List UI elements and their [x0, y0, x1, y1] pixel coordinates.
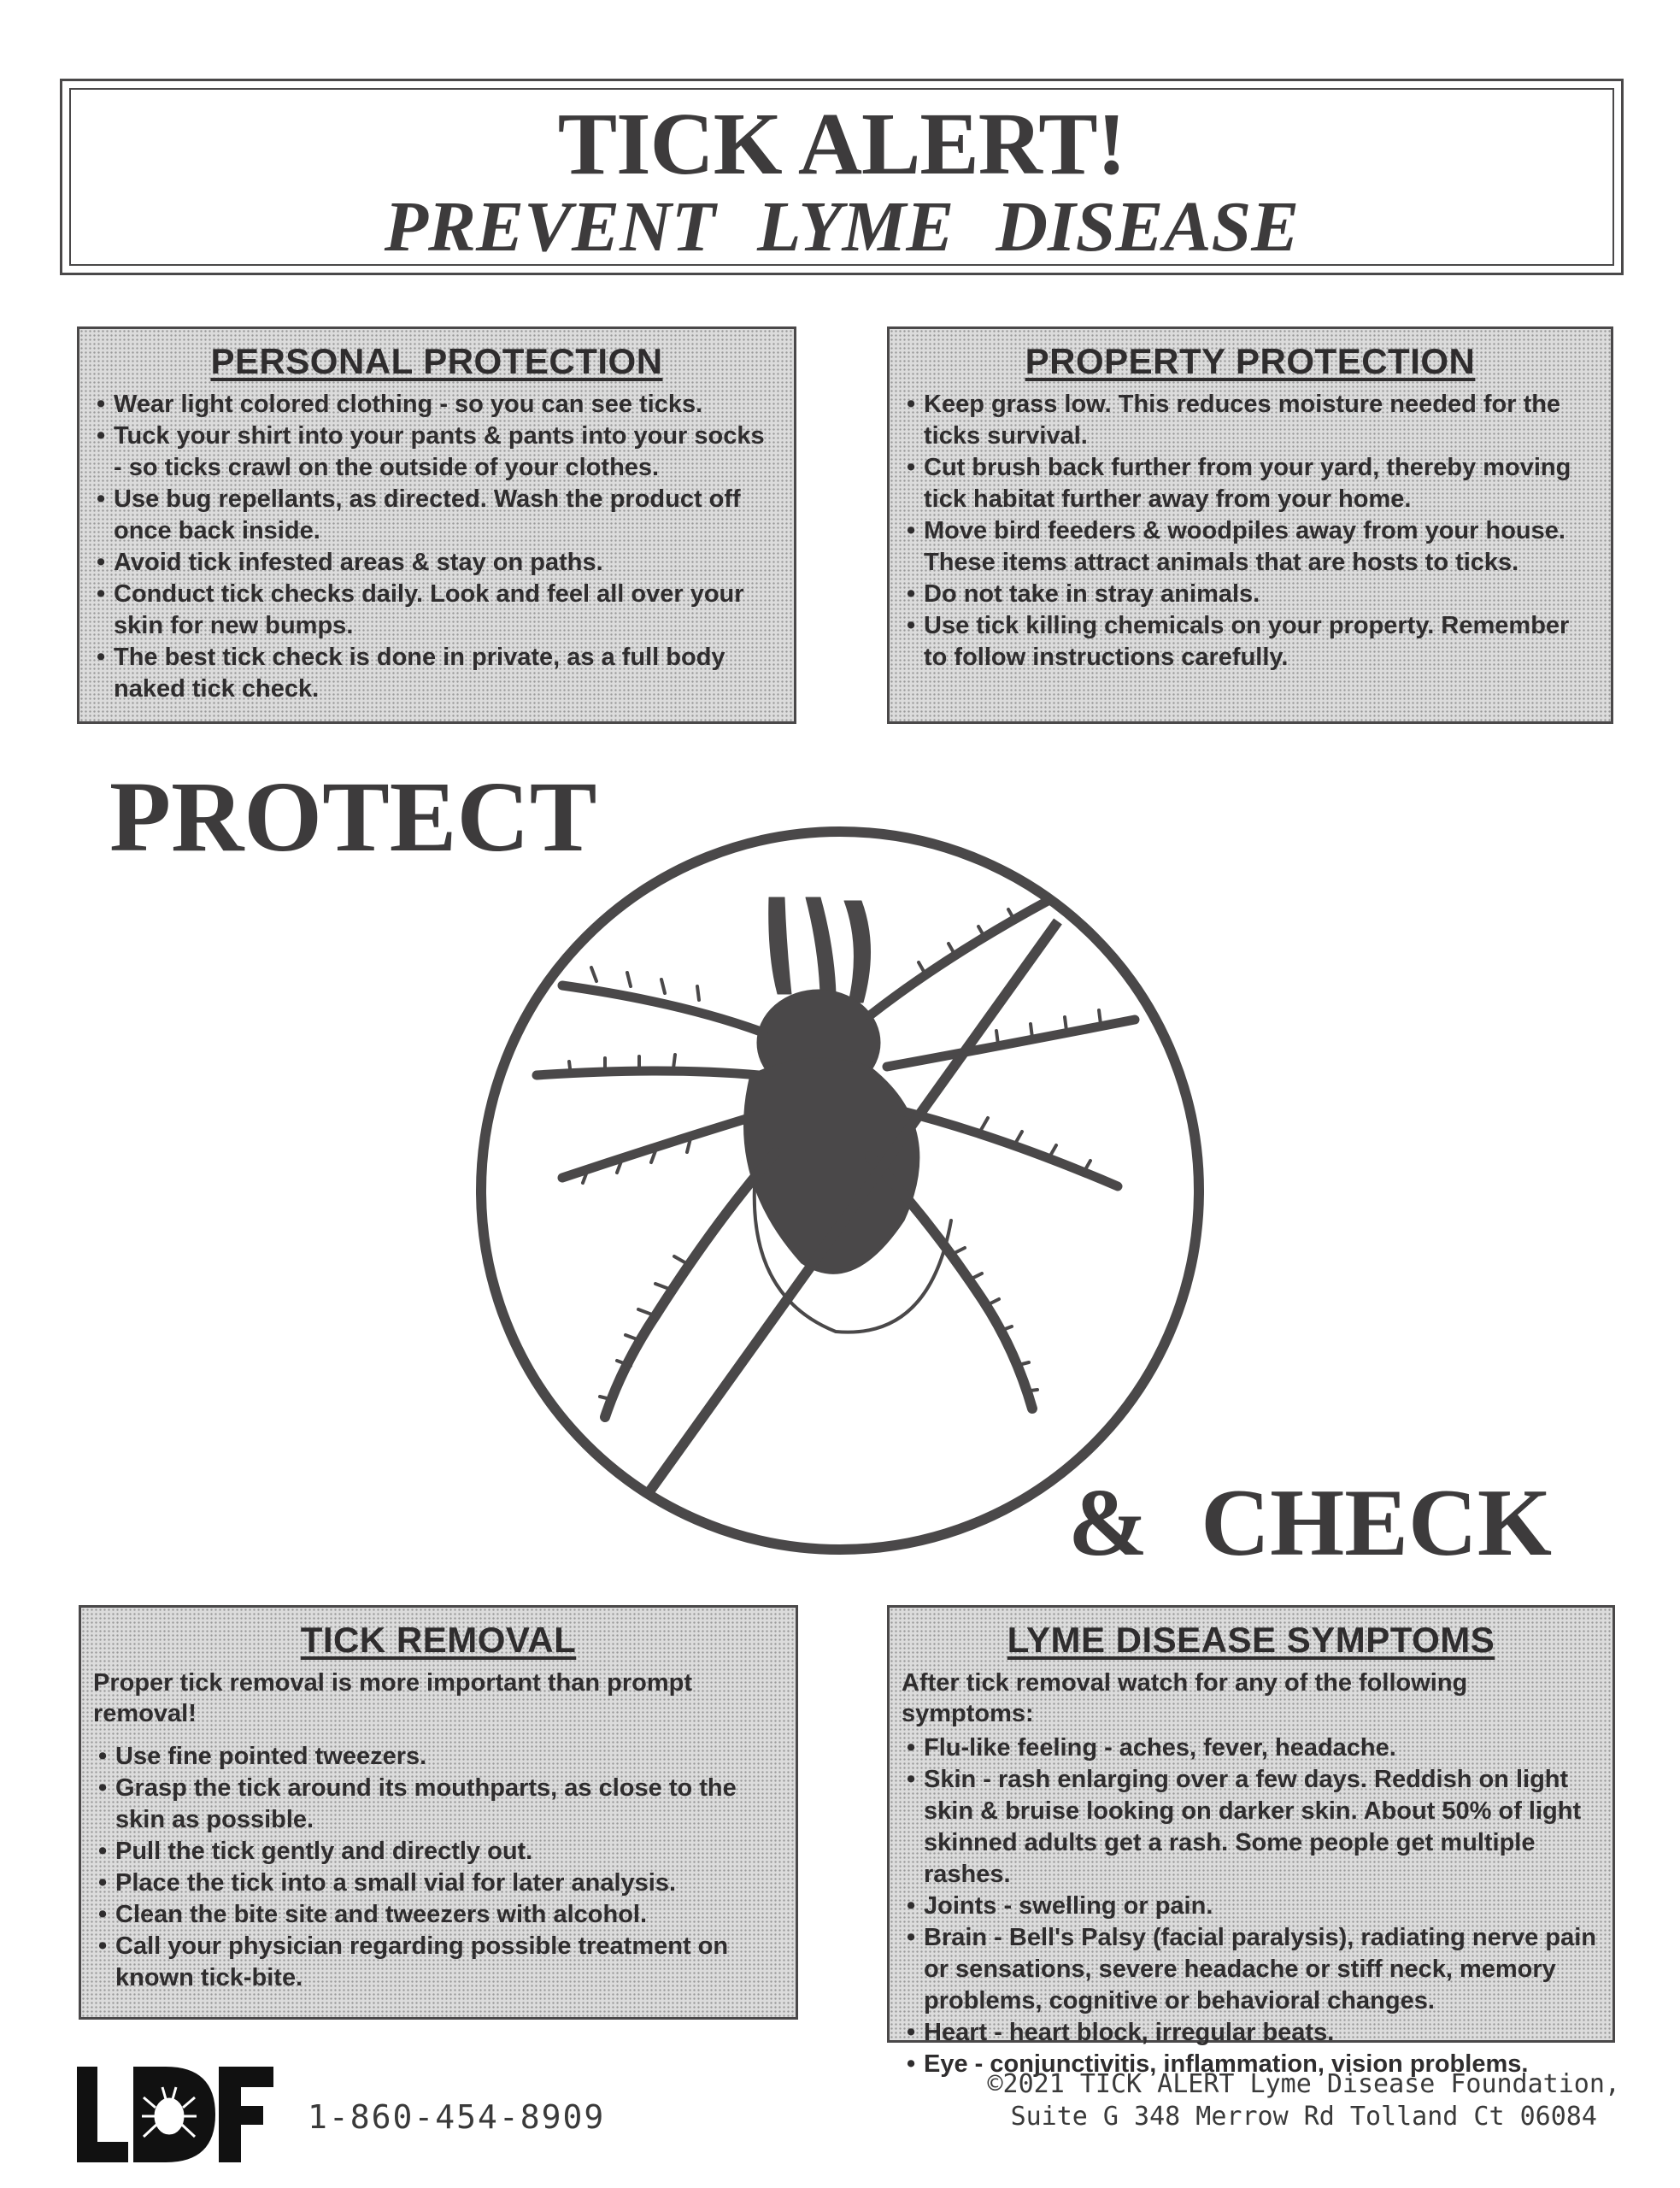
- personal-protection-list: [79, 389, 794, 705]
- list-item: • Eye - conjunctivitis, inflammation, vision problems.: [905, 2049, 1597, 2080]
- property-protection-heading: PROPERTY PROTECTION: [1025, 341, 1476, 381]
- list-item: • Brain - Bell's Palsy (facial paralysis), radiating nerve pain or sensations, severe headache or stiff neck, memory problems, cognitive or behavioral changes.: [905, 1922, 1597, 2017]
- list-item: • Wear light colored clothing - so you can see ticks.: [95, 389, 778, 421]
- list-item: • Clean the bite site and tweezers with alcohol.: [97, 1899, 780, 1931]
- list-item: • Joints - swelling or pain.: [905, 1891, 1597, 1922]
- tick-removal-intro: Proper tick removal is more important than prompt removal!: [93, 1669, 692, 1727]
- copyright-line-2: Suite G 348 Merrow Rd Tolland Ct 06084: [1010, 2102, 1597, 2132]
- list-item: • Skin - rash enlarging over a few days. Reddish on light skin & bruise looking on darker skin. About 50% of light skinned adults get a rash. Some people get multiple rashes.: [905, 1764, 1597, 1891]
- lyme-symptoms-panel: [887, 1605, 1615, 2078]
- list-item: • Avoid tick infested areas & stay on paths.: [95, 547, 778, 579]
- footer-copyright: [987, 2068, 1620, 2133]
- footer-phone: 1-860-454-8909: [308, 2098, 606, 2136]
- list-item: • Keep grass low. This reduces moisture needed for the ticks survival.: [905, 389, 1595, 452]
- tick-removal-list: [81, 1741, 796, 1994]
- lyme-symptoms-list: [890, 1732, 1612, 2080]
- title-banner: [60, 79, 1624, 275]
- list-item: • Move bird feeders & woodpiles away from your house. These items attract animals that are hosts to ticks.: [905, 515, 1595, 579]
- personal-protection-panel: [77, 326, 796, 724]
- property-protection-list: [890, 389, 1611, 673]
- list-item: • Use bug repellants, as directed. Wash the product off once back inside.: [95, 484, 778, 547]
- list-item: • Cut brush back further from your yard, thereby moving tick habitat further away from your home.: [905, 452, 1595, 515]
- protect-heading: PROTECT: [109, 761, 597, 873]
- list-item: • Use fine pointed tweezers.: [97, 1741, 780, 1773]
- ldf-logo: [77, 2067, 273, 2162]
- page-title: TICK ALERT!: [557, 95, 1126, 193]
- list-item: • Call your physician regarding possible treatment on known tick-bite.: [97, 1931, 780, 1994]
- list-item: • Use tick killing chemicals on your property. Remember to follow instructions carefully.: [905, 610, 1595, 673]
- lyme-symptoms-heading: LYME DISEASE SYMPTOMS: [1007, 1620, 1495, 1660]
- property-protection-panel: [887, 326, 1613, 724]
- check-heading: & CHECK: [1068, 1470, 1552, 1576]
- tick-removal-panel: [79, 1605, 798, 2020]
- list-item: • Conduct tick checks daily. Look and feel all over your skin for new bumps.: [95, 579, 778, 642]
- tick-removal-heading: TICK REMOVAL: [300, 1620, 577, 1660]
- tick-icon: [537, 897, 1135, 1417]
- list-item: • Heart - heart block, irregular beats.: [905, 2017, 1597, 2049]
- lyme-symptoms-intro: After tick removal watch for any of the following symptoms:: [902, 1669, 1468, 1727]
- copyright-line-1: ©2021 TICK ALERT Lyme Disease Foundation,: [987, 2069, 1620, 2099]
- list-item: • Do not take in stray animals.: [905, 579, 1595, 610]
- page-subtitle: PREVENT LYME DISEASE: [384, 187, 1300, 267]
- list-item: • Place the tick into a small vial for later analysis.: [97, 1867, 780, 1899]
- list-item: • The best tick check is done in private, as a full body naked tick check.: [95, 642, 778, 705]
- list-item: • Tuck your shirt into your pants & pants into your socks - so ticks crawl on the outside of your clothes.: [95, 421, 778, 484]
- personal-protection-heading: PERSONAL PROTECTION: [210, 341, 663, 381]
- list-item: • Pull the tick gently and directly out.: [97, 1836, 780, 1867]
- no-ticks-prohibition-icon: [468, 819, 1212, 1562]
- list-item: • Grasp the tick around its mouthparts, as close to the skin as possible.: [97, 1773, 780, 1836]
- list-item: • Flu-like feeling - aches, fever, headache.: [905, 1732, 1597, 1764]
